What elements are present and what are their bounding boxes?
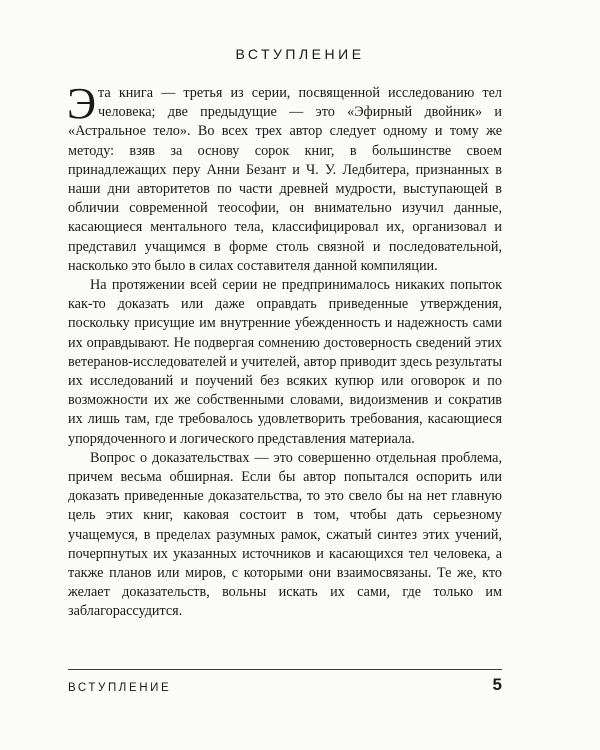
body-text: [67, 79, 503, 622]
page-number: 5: [492, 675, 502, 694]
paragraph-2: На протяжении всей серии не предпринималось никаких попыток как-то доказать или даже оправдать приведенные утверждения, поскольку присущие им внутренние убежденность и надежность сами их оправдывают. Не подвергая сомнению достоверность сведений этих ветеранов-исследователей и учителей, автор приводит здесь результаты их исследований и поучений без всяких купюр или оговорок и по возможности их же собственными словами, видоизменив и сократив их лишь там, где требовалось удовлетворить требования, касающиеся упорядоченного и логического представления материала.: [68, 277, 503, 447]
footer-divider: [68, 669, 502, 670]
running-footer-title: ВСТУПЛЕНИЕ: [68, 682, 172, 694]
drop-cap: Э: [67, 79, 97, 128]
paragraph-1: [67, 79, 502, 276]
page-heading: ВСТУПЛЕНИЕ: [235, 46, 365, 62]
paragraph-3: Вопрос о доказательствах — это совершенно отдельная проблема, причем весьма обширная. Если бы автор попытался оспорить или доказать приведенные доказательства, то это свело бы на нет главную цель этих книг, каковая состоит в том, чтобы дать серьезному учащемуся, в пределах разумных рамок, сжатый синтез этих учений, почерпнутых их указанных источников и касающихся тел человека, а также планов или миров, с которыми они взаимосвязаны. Те же, кто желает доказательств, вольны искать их сами, где только им заблагорассудится.: [68, 449, 502, 620]
paragraph-1-text: та книга — третья из серии, посвященной исследованию тел человека; две предыдущие — это «Эфирный двойник» и «Астральное тело». Во всех трех автор следует одному и тому же методу: взяв за основу сорок книг, в большинстве своем принадлежащих перу Анни Безант и Ч. У. Ледбитера, признанных в наши дни авторитетов по части древней мудрости, выступающей в обличии современной теософии, он внимательно изучил данные, касающиеся ментального тела, классифицировал их, организовал и представил учащимся в форме столь связной и последовательной, насколько это было в силах составителя данной компиляции.: [68, 85, 502, 274]
